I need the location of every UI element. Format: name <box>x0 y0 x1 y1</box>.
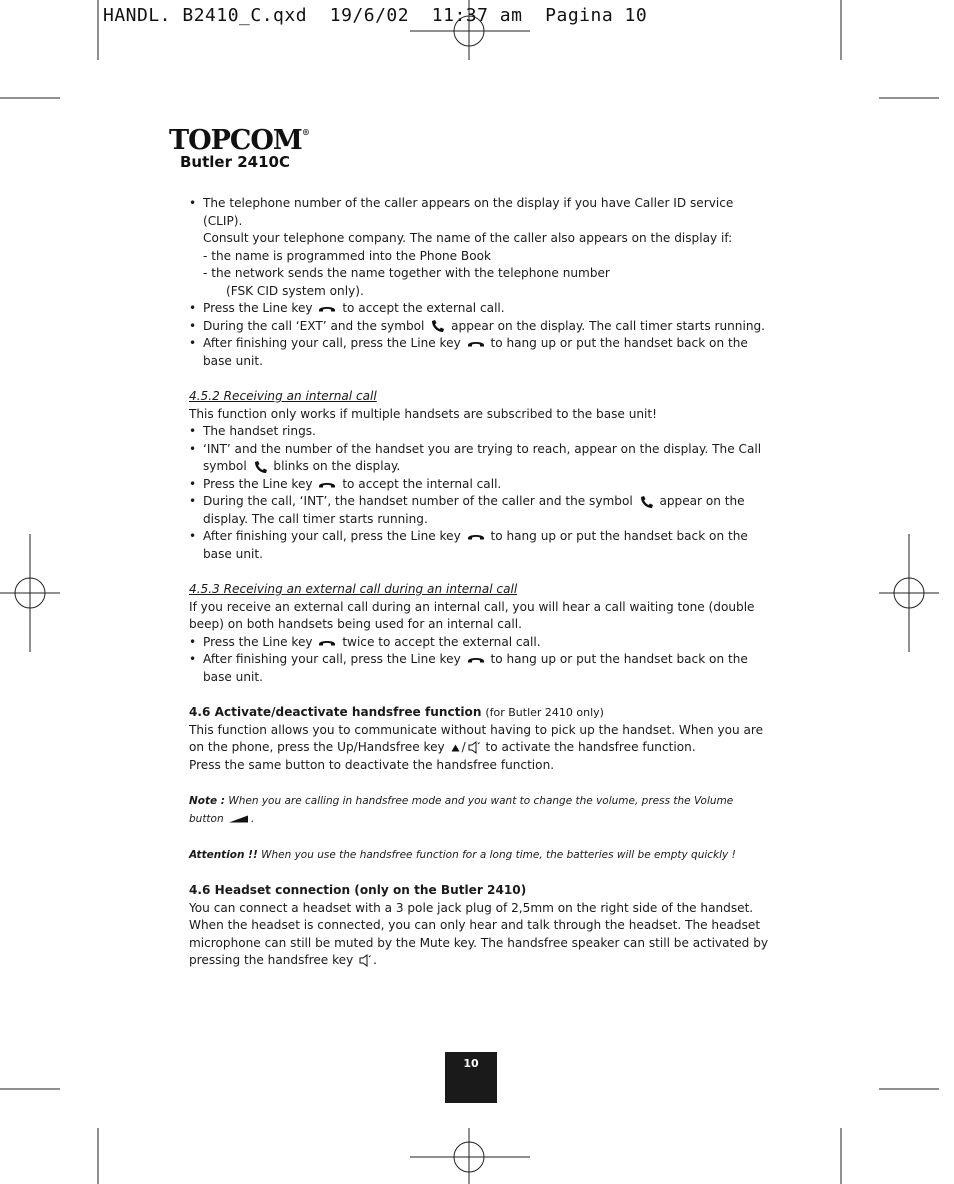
phone-handset-icon <box>318 304 336 313</box>
note-label: Note : <box>189 795 225 807</box>
section-heading: 4.6 Headset connection (only on the Butler 2410) <box>189 883 527 897</box>
logo-text: TOPCOM <box>169 125 302 156</box>
phone-handset-icon <box>467 655 485 664</box>
attention-label: Attention !! <box>189 849 258 861</box>
list-item: • The handset rings. <box>189 423 769 441</box>
volume-wedge-icon <box>229 815 249 823</box>
registered-mark: ® <box>301 127 309 137</box>
list-item: • After finishing your call, press the Line key to hang up or put the handset back on the base unit. <box>189 335 769 370</box>
page-number: 10 <box>445 1052 497 1103</box>
phone-handset-icon <box>467 339 485 348</box>
handsfree-paragraph: This function allows you to communicate without having to pick up the handset. When you are on the phone, press the Up/Handsfree key / to activate the handsfree function. <box>189 722 764 754</box>
section-heading: 4.6 Activate/deactivate handsfree function (for Butler 2410 only) <box>189 705 604 719</box>
call-symbol-icon <box>253 460 268 474</box>
internal-call-list <box>189 423 769 563</box>
note-paragraph: Note : When you are calling in handsfree mode and you want to change the volume, press the Volume button . <box>189 795 734 825</box>
list-item: • During the call ‘EXT’ and the symbol appear on the display. The call timer starts running. <box>189 318 769 336</box>
list-item: • After finishing your call, press the Line key to hang up or put the handset back on the base unit. <box>189 651 769 686</box>
section-heading: 4.5.3 Receiving an external call during an internal call <box>189 582 518 596</box>
speaker-icon <box>468 741 480 754</box>
handsfree-deactivate: Press the same button to deactivate the handsfree function. <box>189 757 555 772</box>
call-symbol-icon <box>430 319 445 333</box>
manual-content <box>189 195 769 970</box>
model-name: Butler 2410C <box>180 153 290 171</box>
list-item: • Press the Line key twice to accept the external call. <box>189 634 769 652</box>
up-triangle-icon <box>451 744 460 752</box>
sub-item: - the name is programmed into the Phone Book <box>203 248 492 263</box>
speaker-icon <box>359 954 371 967</box>
intro-bullet-list <box>189 195 769 370</box>
list-item: • The telephone number of the caller appears on the display if you have Caller ID service (CLIP). Consult your telephone company. The name of the caller also appears on the display if: - the name is programmed into the Phone Book - the network sends the name together with the telephone number (FSK CID system only). <box>189 195 769 300</box>
phone-handset-icon <box>467 532 485 541</box>
section-intro: If you receive an external call during an internal call, you will hear a call waiting tone (double beep) on both handsets being used for an internal call. <box>189 599 755 631</box>
list-item: • ‘INT’ and the number of the handset you are trying to reach, appear on the display. The Call symbol blinks on the display. <box>189 441 769 476</box>
sub-item: - the network sends the name together with the telephone number <box>203 266 610 280</box>
file-slug: HANDL. B2410_C.qxd 19/6/02 11:37 am Pagina 10 <box>103 5 648 26</box>
list-item: • Press the Line key to accept the internal call. <box>189 476 769 494</box>
list-item: • During the call, ‘INT’, the handset number of the caller and the symbol appear on the display. The call timer starts running. <box>189 493 769 528</box>
list-item: • Press the Line key to accept the external call. <box>189 300 769 318</box>
sub-item: (FSK CID system only). <box>226 283 364 298</box>
attention-paragraph: Attention !! When you use the handsfree function for a long time, the batteries will be empty quickly ! <box>189 849 736 861</box>
section-heading: 4.5.2 Receiving an internal call <box>189 389 377 403</box>
topcom-logo <box>169 125 309 156</box>
section-intro: This function only works if multiple handsets are subscribed to the base unit! <box>189 406 657 421</box>
phone-handset-icon <box>318 480 336 489</box>
call-symbol-icon <box>639 495 654 509</box>
list-item: • After finishing your call, press the Line key to hang up or put the handset back on the base unit. <box>189 528 769 563</box>
phone-handset-icon <box>318 638 336 647</box>
headset-paragraph: You can connect a headset with a 3 pole jack plug of 2,5mm on the right side of the handset. When the headset is connected, you can only hear and talk through the headset. The headset microphone can still be muted by the Mute key. The handsfree speaker can still be activated by pressing the handsfree key . <box>189 900 769 967</box>
external-during-internal-list <box>189 634 769 687</box>
